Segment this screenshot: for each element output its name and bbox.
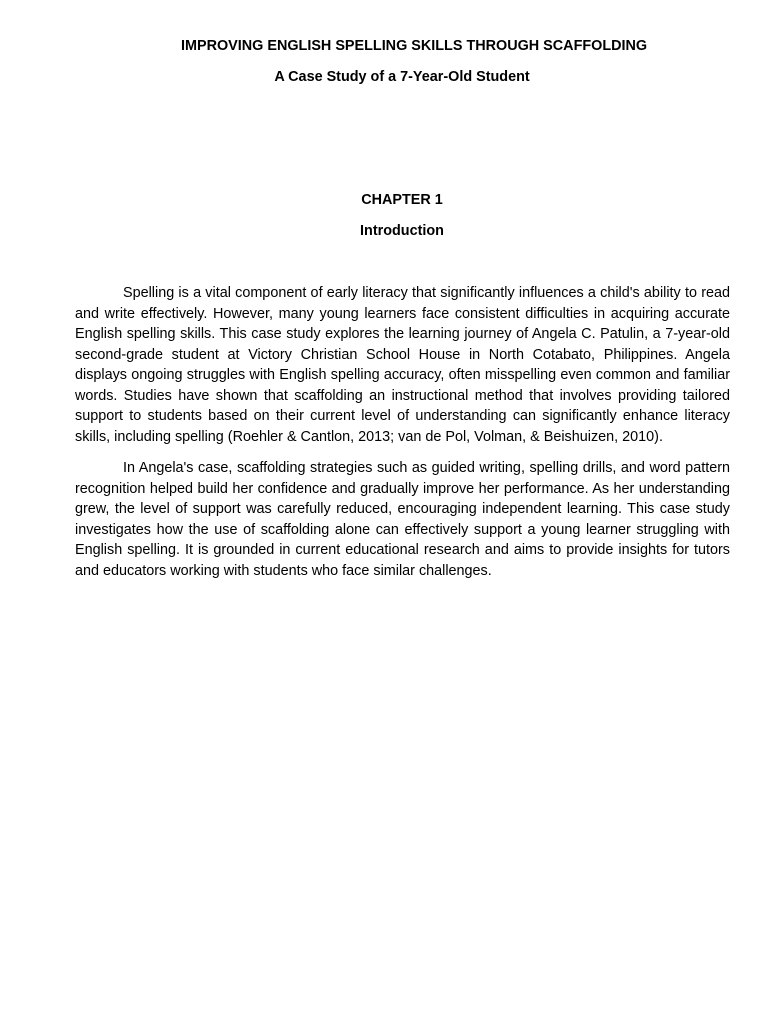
body-text bbox=[75, 283, 730, 592]
paragraph: In Angela's case, scaffolding strategies such as guided writing, spelling drills, and word pattern recognition helped build her confidence and gradually improve her performance. As her understanding grew, the level of support was carefully reduced, encouraging independent learning. This case study investigates how the use of scaffolding alone can effectively support a young learner struggling with English spelling. It is grounded in current educational research and aims to provide insights for tutors and educators working with students who face similar challenges. bbox=[75, 460, 730, 579]
document-title: IMPROVING ENGLISH SPELLING SKILLS THROUGH SCAFFOLDING bbox=[181, 38, 648, 54]
paragraph: Spelling is a vital component of early literacy that significantly influences a child's ability to read and write effectively. However, many young learners face consistent difficulties in acquiring accurate English spelling skills. This case study explores the learning journey of Angela C. Patulin, a 7-year-old second-grade student at Victory Christian School House in North Cotabato, Philippines. Angela displays ongoing struggles with English spelling accuracy, often misspelling even common and familiar words. Studies have shown that scaffolding an instructional method that involves providing tailored support to students based on their current level of understanding can significantly enhance literacy skills, including spelling (Roehler & Cantlon, 2013; van de Pol, Volman, & Beishuizen, 2010). bbox=[75, 285, 730, 445]
section-heading: Introduction bbox=[360, 223, 444, 239]
document-subtitle: A Case Study of a 7-Year-Old Student bbox=[274, 69, 530, 85]
chapter-heading: CHAPTER 1 bbox=[361, 192, 443, 208]
